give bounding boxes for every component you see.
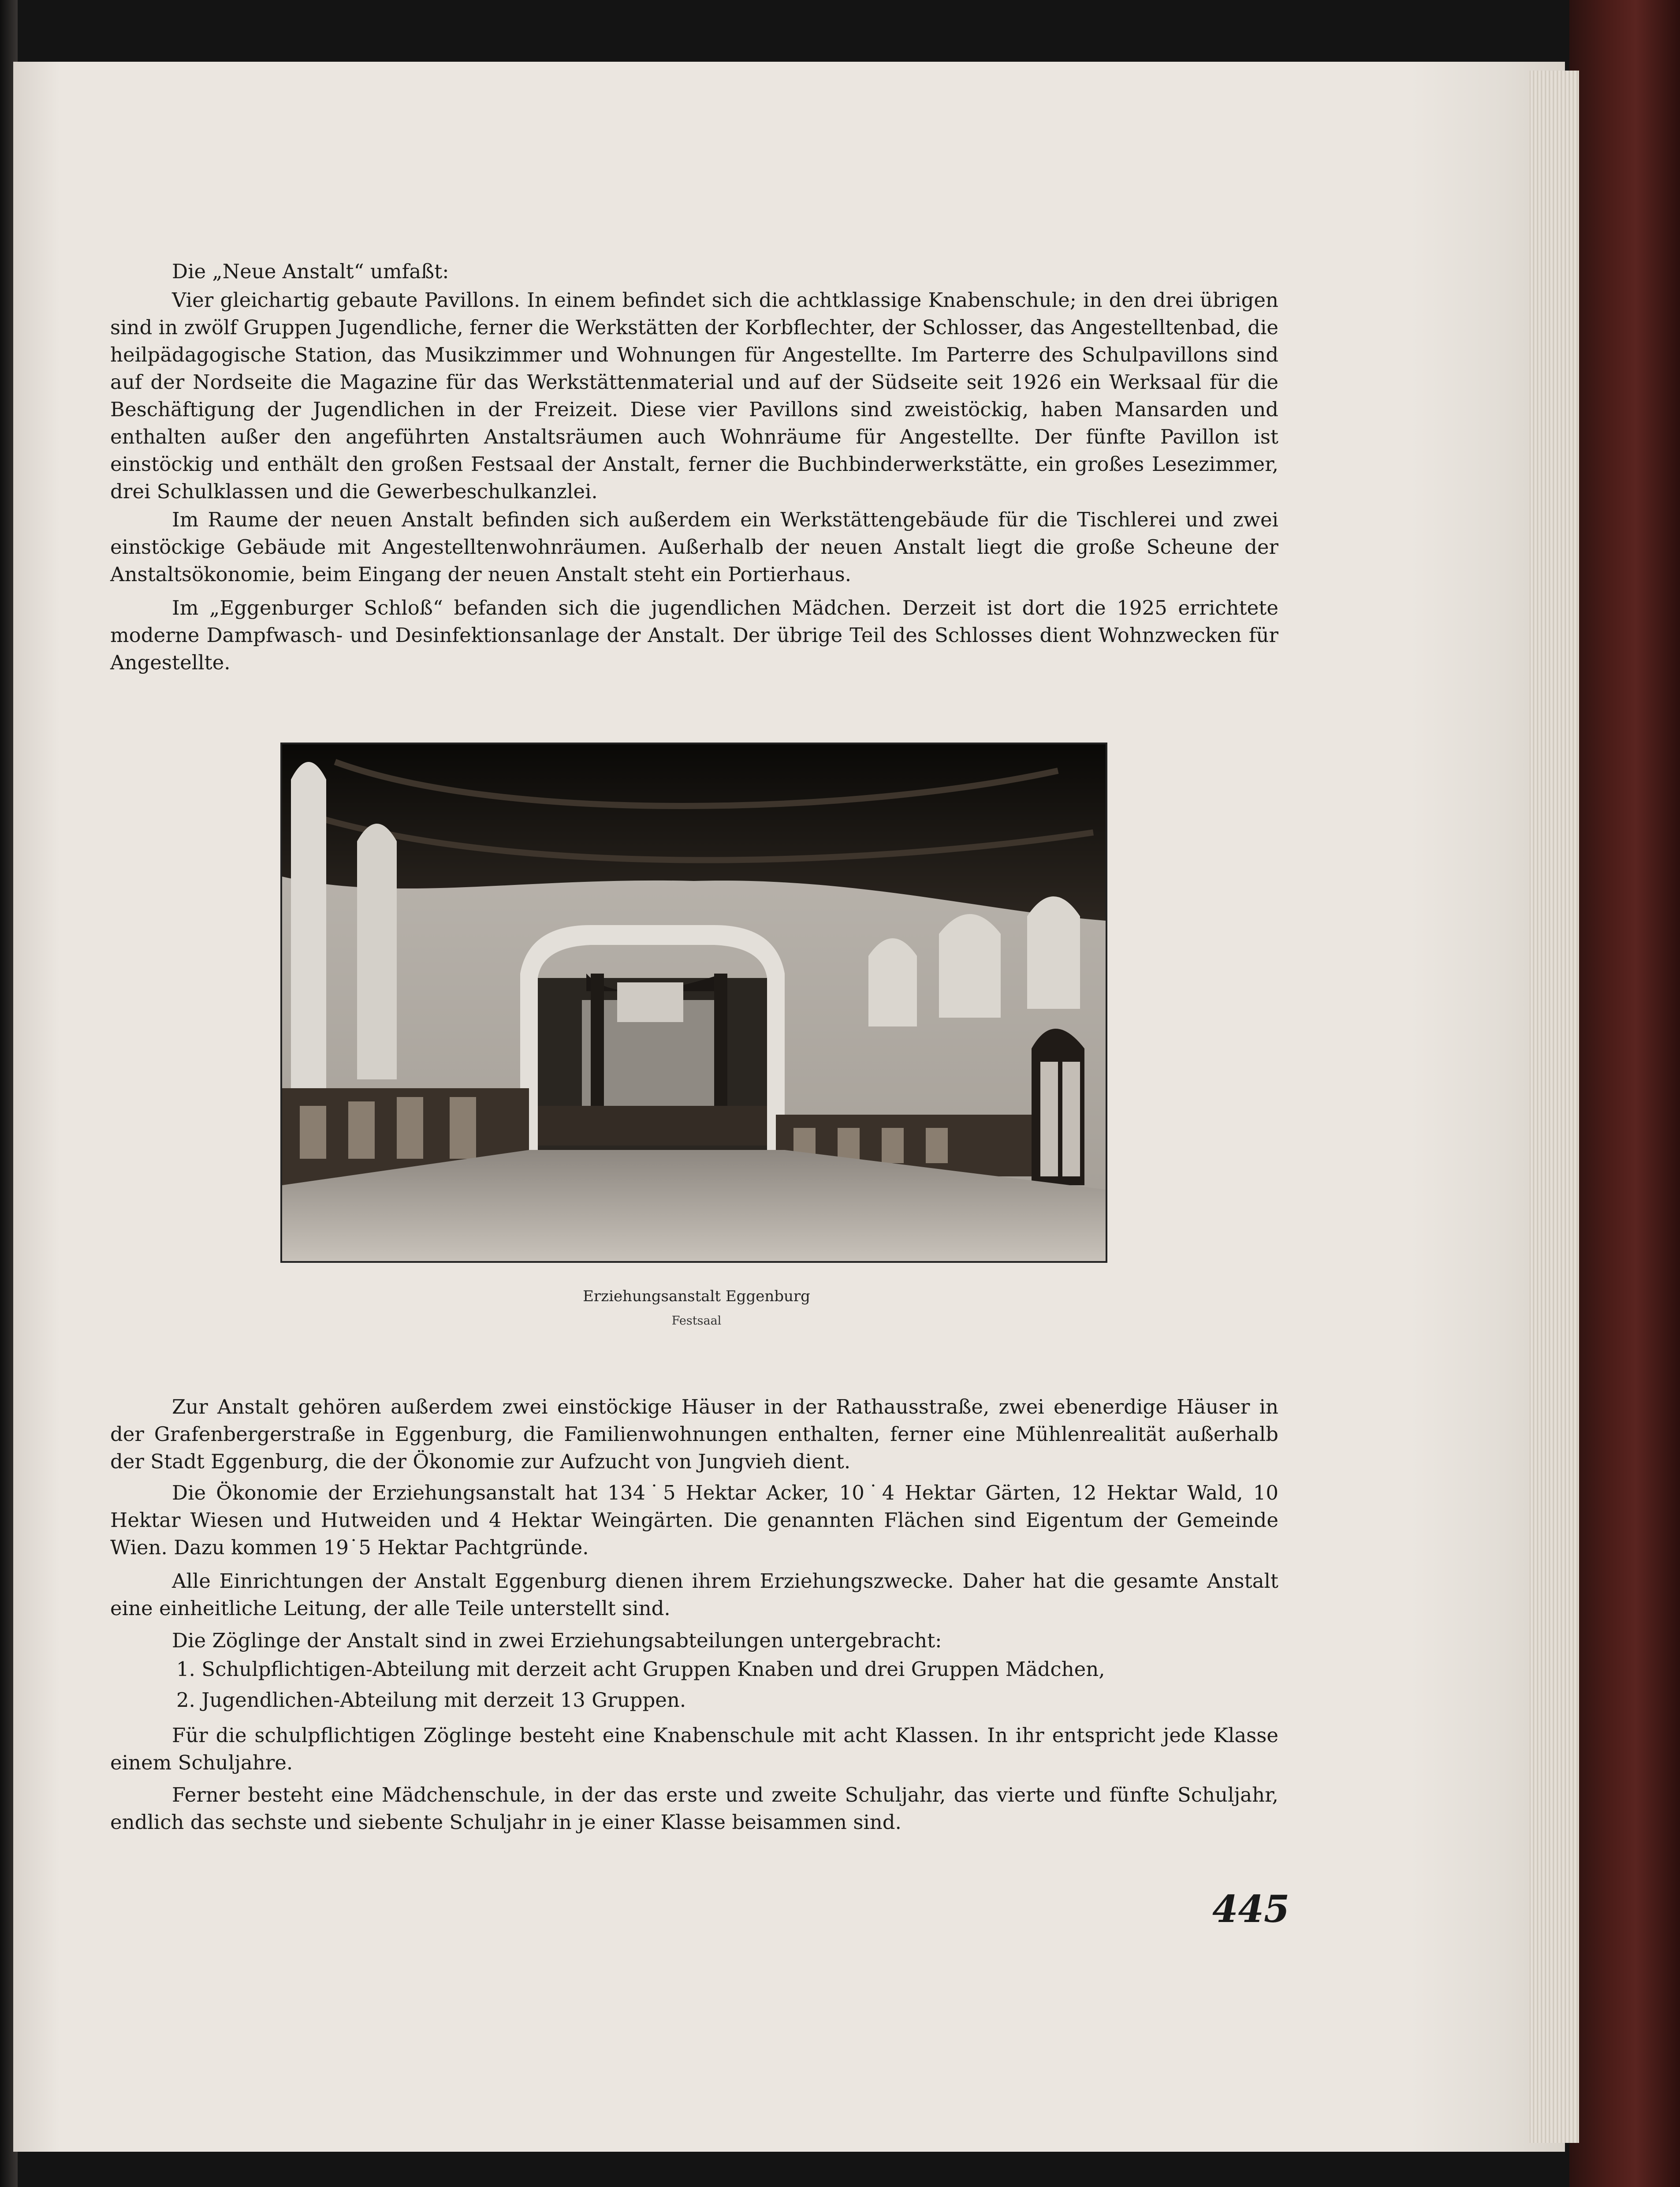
paragraph-schloss: Im „Eggenburger Schloß“ befanden sich die jugendlichen Mädchen. Derzeit ist dort die 1925 errichtete moderne Dampfwasch- und Desinfektionsanlage der Anstalt. Der übrige Teil des Schlosses dient Wohnzwecken für Angestellte. [110,596,1278,674]
book-cover-edge [1569,0,1680,2187]
paragraph-zoeglinge: Die Zöglinge der Anstalt sind in zwei Erziehungsabteilungen untergebracht: [172,1629,942,1652]
list-item-jugendliche: 2. Jugendlichen-Abteilung mit derzeit 13 Gruppen. [176,1688,686,1712]
festsaal-photo [280,743,1107,1263]
paragraph-maedchenschule: Ferner besteht eine Mädchenschule, in der das erste und zweite Schuljahr, das vierte und fünfte Schuljahr, endlich das sechste und siebente Schuljahr in je einer Klasse beisammen sind. [110,1783,1278,1834]
paragraph-haeuser: Zur Anstalt gehören außerdem zwei einstöckige Häuser in der Rathausstraße, zwei ebenerdige Häuser in der Grafenbergerstraße in Eggenburg, die Familienwohnungen enthalten, ferner eine Mühlenrealität außerhalb der Stadt Eggenburg, die der Ökonomie zur Aufzucht von Jungvieh dient. [110,1395,1278,1473]
paragraph-knabenschule: Für die schulpflichtigen Zöglinge besteht eine Knabenschule mit acht Klassen. In ihr entspricht jede Klasse einem Schuljahre. [110,1724,1278,1774]
photo-subcaption: Festsaal [671,1314,722,1328]
paragraph-raume: Im Raume der neuen Anstalt befinden sich außerdem ein Werkstättengebäude für die Tischlerei und zwei einstöckige Gebäude mit Angestelltenwohnräumen. Außerhalb der neuen Anstalt liegt die große Scheune der Anstaltsökonomie, beim Eingang der neuen Anstalt steht ein Portierhaus. [110,508,1278,586]
page-stack-edge [1530,71,1579,2143]
paragraph-pavillons: Vier gleichartig gebaute Pavillons. In einem befindet sich die achtklassige Knabenschule; in den drei übrigen sind in zwölf Gruppen Jugendliche, ferner die Werkstätten der Korbflechter, der Schlosser, das Angestelltenbad, die heilpädagogische Station, das Musikzimmer und Wohnungen für Angestellte. Im Parterre des Schulpavillons sind auf der Nordseite die Magazine für das Werkstättenmaterial und auf der Südseite seit 1926 ein Werksaal für die Beschäftigung der Jugendlichen in der Freizeit. Diese vier Pavillons sind zweistöckig, haben Mansarden und enthalten außer den angeführten Anstaltsräumen auch Wohnräume für Angestellte. Der fünfte Pavillon ist einstöckig und enthält den großen Festsaal der Anstalt, ferner die Buchbinderwerkstätte, ein großes Lesezimmer, drei Schulklassen und die Gewerbeschulkanzlei. [110,288,1278,503]
paragraph-einrichtungen: Alle Einrichtungen der Anstalt Eggenburg dienen ihrem Erziehungszwecke. Daher hat die gesamte Anstalt eine einheitliche Leitung, der alle Teile unterstellt sind. [110,1569,1278,1620]
page-number: 445 [1212,1887,1290,1931]
paragraph-oekonomie: Die Ökonomie der Erziehungsanstalt hat 134˙5 Hektar Acker, 10˙4 Hektar Gärten, 12 Hektar Wald, 10 Hektar Wiesen und Hutweiden und 4 Hektar Weingärten. Die genannten Flächen sind Eigentum der Gemeinde Wien. Dazu kommen 19˙5 Hektar Pachtgründe. [110,1481,1278,1559]
section-intro: Die „Neue Anstalt“ umfaßt: [172,260,449,283]
list-item-schulpflichtige: 1. Schulpflichtigen-Abteilung mit derzeit acht Gruppen Knaben und drei Gruppen Mädchen, [176,1657,1105,1681]
festsaal-photo-drawing [282,744,1106,1261]
photo-caption: Erziehungsanstalt Eggenburg [583,1288,810,1305]
